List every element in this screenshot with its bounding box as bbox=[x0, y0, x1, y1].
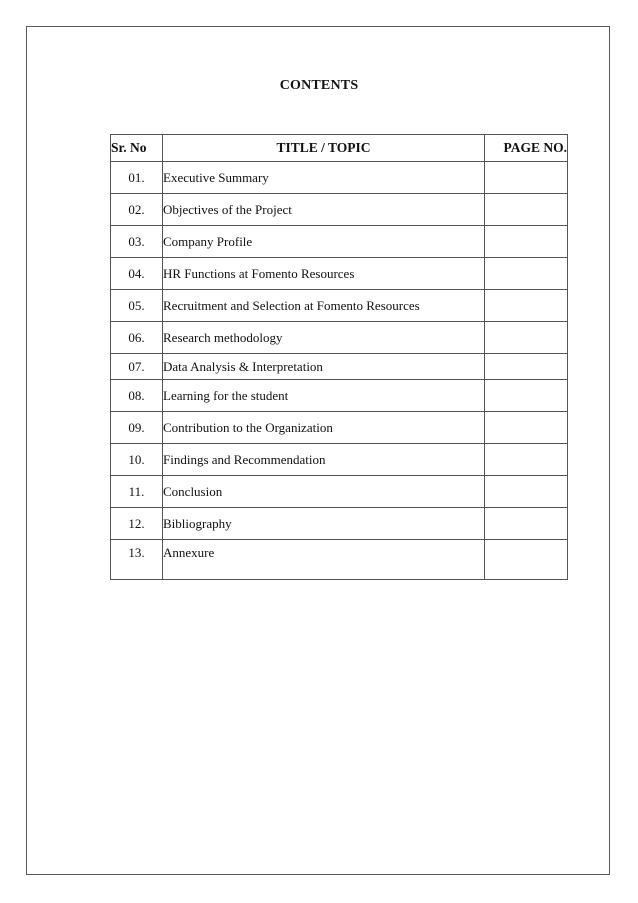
row-title: Annexure bbox=[163, 540, 485, 580]
table-row bbox=[111, 380, 568, 412]
row-title: Bibliography bbox=[163, 508, 485, 540]
row-title: Company Profile bbox=[163, 226, 485, 258]
row-title: Executive Summary bbox=[163, 162, 485, 194]
row-page-no bbox=[485, 322, 568, 354]
table-row bbox=[111, 540, 568, 580]
header-sr-no: Sr. No bbox=[111, 135, 163, 162]
table-row bbox=[111, 508, 568, 540]
row-page-no bbox=[485, 412, 568, 444]
row-title: Contribution to the Organization bbox=[163, 412, 485, 444]
row-page-no bbox=[485, 508, 568, 540]
row-sr-no: 03. bbox=[111, 226, 163, 258]
table-row bbox=[111, 290, 568, 322]
row-page-no bbox=[485, 226, 568, 258]
row-sr-no: 10. bbox=[111, 444, 163, 476]
row-page-no bbox=[485, 380, 568, 412]
row-page-no bbox=[485, 540, 568, 580]
row-title: HR Functions at Fomento Resources bbox=[163, 258, 485, 290]
row-page-no bbox=[485, 162, 568, 194]
row-title: Learning for the student bbox=[163, 380, 485, 412]
row-page-no bbox=[485, 444, 568, 476]
row-page-no bbox=[485, 290, 568, 322]
row-sr-no: 07. bbox=[111, 354, 163, 380]
table-row bbox=[111, 354, 568, 380]
row-title: Conclusion bbox=[163, 476, 485, 508]
row-sr-no: 04. bbox=[111, 258, 163, 290]
row-sr-no: 12. bbox=[111, 508, 163, 540]
row-title: Recruitment and Selection at Fomento Resources bbox=[163, 290, 485, 322]
header-page-no: PAGE NO. bbox=[485, 135, 568, 162]
row-title: Research methodology bbox=[163, 322, 485, 354]
table-row bbox=[111, 476, 568, 508]
row-title: Objectives of the Project bbox=[163, 194, 485, 226]
table-row bbox=[111, 226, 568, 258]
table-row bbox=[111, 162, 568, 194]
row-page-no bbox=[485, 476, 568, 508]
table-header-row bbox=[111, 135, 568, 162]
table-row bbox=[111, 444, 568, 476]
row-page-no bbox=[485, 194, 568, 226]
row-sr-no: 09. bbox=[111, 412, 163, 444]
table-row bbox=[111, 322, 568, 354]
row-sr-no: 13. bbox=[111, 540, 163, 580]
row-page-no bbox=[485, 354, 568, 380]
row-sr-no: 08. bbox=[111, 380, 163, 412]
row-title: Findings and Recommendation bbox=[163, 444, 485, 476]
table-row bbox=[111, 194, 568, 226]
row-sr-no: 11. bbox=[111, 476, 163, 508]
table-row bbox=[111, 258, 568, 290]
contents-heading: CONTENTS bbox=[279, 78, 359, 93]
row-sr-no: 06. bbox=[111, 322, 163, 354]
table-row bbox=[111, 412, 568, 444]
row-title: Data Analysis & Interpretation bbox=[163, 354, 485, 380]
row-page-no bbox=[485, 258, 568, 290]
contents-table bbox=[110, 134, 568, 580]
row-sr-no: 02. bbox=[111, 194, 163, 226]
row-sr-no: 01. bbox=[111, 162, 163, 194]
header-title-topic: TITLE / TOPIC bbox=[163, 135, 485, 162]
row-sr-no: 05. bbox=[111, 290, 163, 322]
